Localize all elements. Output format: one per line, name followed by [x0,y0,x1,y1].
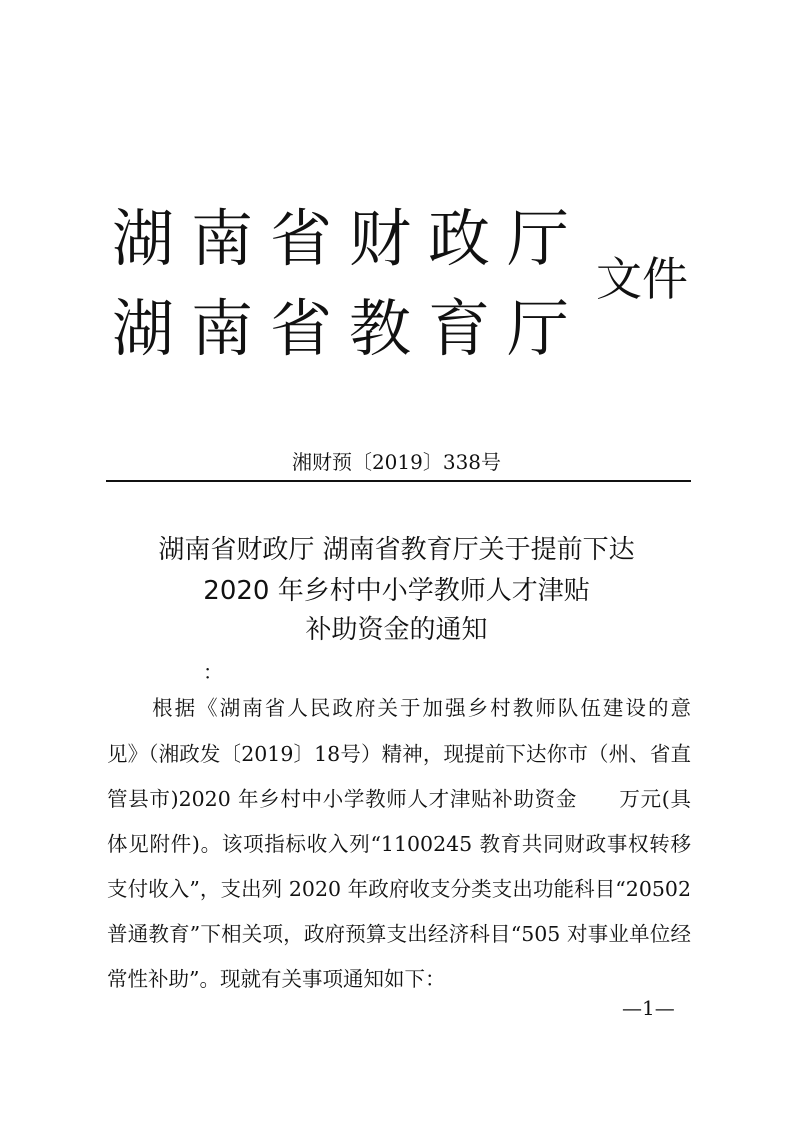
title-line-1: 湖南省财政厅 湖南省教育厅关于提前下达 [158,535,635,565]
issuer-finance-dept: 湖南省财政厅 [112,202,587,275]
title-line-3: 补助资金的通知 [305,615,488,645]
body-line: 管县市)2020 年乡村中小学教师人才津贴补助资金 万元(具 [107,787,691,811]
body-line: 常性补助”。现就有关事项通知如下： [107,967,446,991]
body-line: 见》（湘政发〔2019〕18号）精神，现提前下达你市（州、省直 [107,742,691,766]
body-line: 支付收入”，支出列 2020 年政府收支分类支出功能科目“20502 [107,877,691,901]
body-line: 根据《湖南省人民政府关于加强乡村教师队伍建设的意 [107,696,691,720]
addressee: ： [203,660,223,684]
page-number: —1— [622,996,675,1020]
doc-label: 文件 [596,252,688,306]
body-line: 普通教育”下相关项，政府预算支出经济科目“505 对事业单位经 [107,922,691,946]
issuer-education-dept: 湖南省教育厅 [112,292,587,365]
body-line: 体见附件)。该项指标收入列“1100245 教育共同财政事权转移 [107,832,691,856]
title-line-2: 2020 年乡村中小学教师人才津贴 [203,576,590,606]
header-divider [106,480,691,482]
document-number: 湘财预〔2019〕338号 [291,450,502,474]
